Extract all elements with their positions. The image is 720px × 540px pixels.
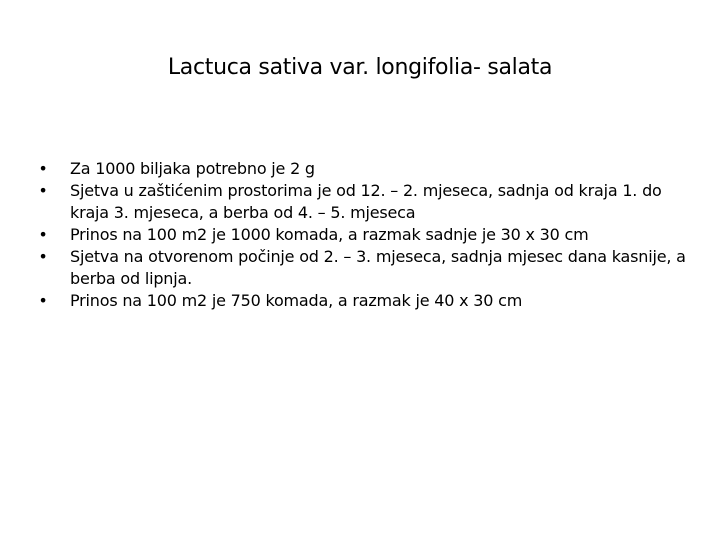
bullet-text: Sjetva u zaštićenim prostorima je od 12. – 2. mjeseca, sadnja od kraja 1. do kraja 3. mjeseca, a berba od 4. – 5. mjeseca: [70, 181, 662, 222]
bullet-dot-icon: •: [38, 291, 48, 310]
bullet-dot-icon: •: [38, 181, 48, 200]
bullet-item: [36, 290, 686, 312]
slide-title: Lactuca sativa var. longifolia- salata: [167, 55, 553, 80]
bullet-item: [36, 224, 686, 246]
bullet-item: [36, 158, 686, 180]
bullet-text: Za 1000 biljaka potrebno je 2 g: [70, 159, 315, 178]
bullet-text: Sjetva na otvorenom počinje od 2. – 3. mjeseca, sadnja mjesec dana kasnije, a berba od lipnja.: [70, 247, 686, 288]
bullet-item: [36, 180, 686, 224]
bullet-dot-icon: •: [38, 225, 48, 244]
bullet-list: [36, 158, 686, 312]
bullet-text: Prinos na 100 m2 je 1000 komada, a razmak sadnje je 30 x 30 cm: [70, 225, 589, 244]
bullet-item: [36, 246, 686, 290]
bullet-text: Prinos na 100 m2 je 750 komada, a razmak je 40 x 30 cm: [70, 291, 523, 310]
bullet-dot-icon: •: [38, 159, 48, 178]
bullet-dot-icon: •: [38, 247, 48, 266]
